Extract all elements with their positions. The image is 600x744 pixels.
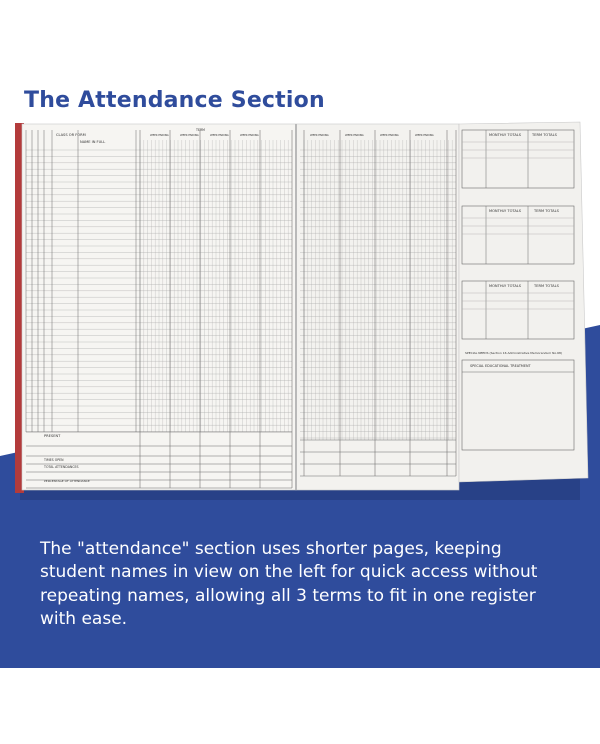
term-label: TERM (196, 128, 205, 132)
term-totals-label-3: TERM TOTALS (534, 284, 559, 288)
name-column-label: NAME IN FULL (80, 140, 106, 144)
week-ending-label-7: WEEK ENDING (380, 134, 399, 137)
monthly-totals-label-3: MONTHLY TOTALS (489, 284, 522, 288)
special-treatment-label: SPECIAL EDUCATIONAL TREATMENT (470, 364, 531, 368)
class-label: CLASS OR FORM (56, 133, 86, 137)
monthly-totals-label-2: MONTHLY TOTALS (489, 209, 522, 213)
totals-page (459, 122, 588, 482)
week-ending-label-4: WEEK ENDING (240, 134, 259, 137)
page-title: The Attendance Section (24, 88, 325, 113)
week-ending-label-8: WEEK ENDING (415, 134, 434, 137)
total-attendances-label: TOTAL ATTENDANCES (44, 465, 79, 469)
week-ending-label-2: WEEK ENDING (180, 134, 199, 137)
week-ending-label-1: WEEK ENDING (150, 134, 169, 137)
week-ending-label-3: WEEK ENDING (210, 134, 229, 137)
monthly-totals-label-1: MONTHLY TOTALS (489, 133, 522, 137)
caption-text: The "attendance" section uses shorter pages, keeping student names in view on the left for quick access without repeating names, allowing all 3 terms to fit in one register with ease. (40, 539, 538, 630)
week-ending-label-5: WEEK ENDING (310, 134, 329, 137)
percentage-label: PERCENTAGE OF ATTENDANCE (44, 479, 90, 483)
special-needs-label: SPECIAL NEEDS (Section 16 Administrative Memorandum No.68) (465, 351, 563, 355)
term-totals-label-1: TERM TOTALS (532, 133, 557, 137)
present-label: PRESENT (44, 434, 61, 438)
week-ending-label-6: WEEK ENDING (345, 134, 364, 137)
right-page (296, 124, 459, 490)
term-totals-label-2: TERM TOTALS (534, 209, 559, 213)
times-open-label: TIMES OPEN (44, 458, 64, 462)
